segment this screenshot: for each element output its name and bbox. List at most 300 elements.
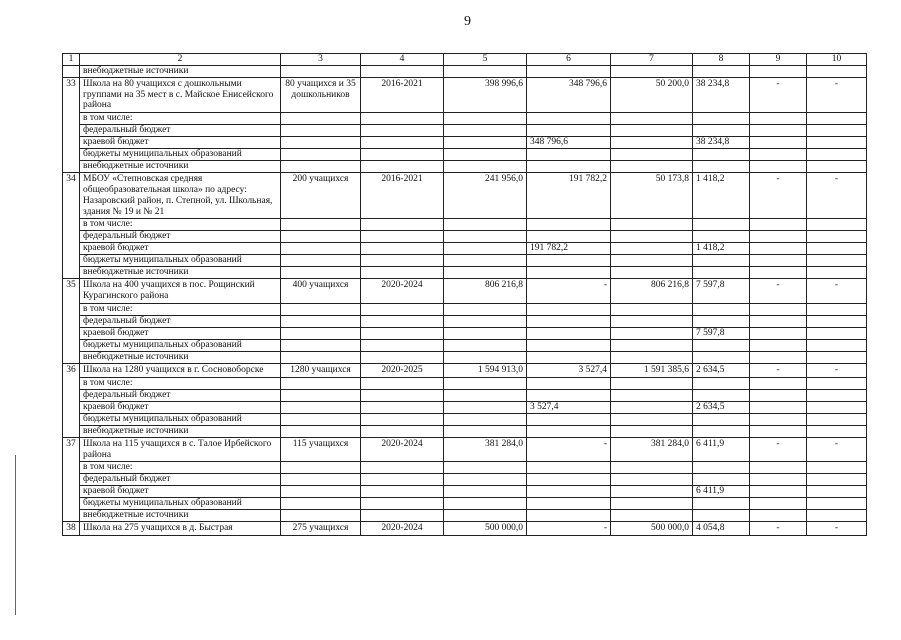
empty-cell <box>444 486 527 498</box>
project-col6: - <box>527 437 611 462</box>
project-capacity: 80 учащихся и 35 дошкольников <box>281 77 361 112</box>
empty-cell <box>807 267 867 279</box>
num-cell <box>63 65 80 77</box>
sub-col8 <box>693 498 750 510</box>
sub-col6 <box>527 161 611 173</box>
sub-col6 <box>527 267 611 279</box>
empty-cell <box>611 231 693 243</box>
header-cell: 8 <box>693 54 750 66</box>
sub-col6 <box>527 231 611 243</box>
empty-cell <box>361 339 444 351</box>
sub-col8 <box>693 315 750 327</box>
sub-col6 <box>527 125 611 137</box>
empty-cell <box>611 113 693 125</box>
project-col9: - <box>750 363 807 377</box>
sub-col8: 38 234,8 <box>693 137 750 149</box>
funding-sub-row <box>63 377 867 389</box>
empty-cell <box>807 125 867 137</box>
project-col7: 50 200,0 <box>611 77 693 112</box>
funding-sub-row <box>63 474 867 486</box>
project-name: Школа на 400 учащихся в пос. Рощинский Курагинского района <box>80 279 281 304</box>
sub-label: федеральный бюджет <box>80 315 281 327</box>
empty-cell <box>444 65 527 77</box>
empty-cell <box>444 425 527 437</box>
funding-sub-row <box>63 462 867 474</box>
project-number: 37 <box>63 437 80 522</box>
empty-cell <box>361 327 444 339</box>
empty-cell <box>361 486 444 498</box>
project-col10: - <box>807 279 867 304</box>
budget-table <box>62 53 867 536</box>
empty-cell <box>611 137 693 149</box>
empty-cell <box>281 125 361 137</box>
empty-cell <box>750 474 807 486</box>
project-col10: - <box>807 173 867 219</box>
project-period: 2020-2024 <box>361 437 444 462</box>
project-period: 2020-2025 <box>361 363 444 377</box>
empty-cell <box>807 255 867 267</box>
funding-sub-row <box>63 149 867 161</box>
sub-label: в том числе: <box>80 377 281 389</box>
empty-cell <box>807 498 867 510</box>
empty-cell <box>693 65 750 77</box>
empty-cell <box>444 498 527 510</box>
empty-cell <box>361 219 444 231</box>
project-number: 33 <box>63 77 80 172</box>
sub-col6 <box>527 462 611 474</box>
project-col10: - <box>807 437 867 462</box>
empty-cell <box>750 231 807 243</box>
empty-cell <box>281 315 361 327</box>
empty-cell <box>281 498 361 510</box>
project-col10: - <box>807 363 867 377</box>
project-number: 34 <box>63 173 80 279</box>
project-row <box>63 363 867 377</box>
project-number: 38 <box>63 522 80 536</box>
sub-label: в том числе: <box>80 303 281 315</box>
empty-cell <box>611 474 693 486</box>
empty-cell <box>361 413 444 425</box>
sub-label: внебюджетные источники <box>80 425 281 437</box>
sub-label: внебюджетные источники <box>80 267 281 279</box>
empty-cell <box>281 113 361 125</box>
empty-cell <box>281 219 361 231</box>
sub-col8 <box>693 339 750 351</box>
project-col9: - <box>750 77 807 112</box>
sub-col8 <box>693 267 750 279</box>
empty-cell <box>444 510 527 522</box>
sub-col6 <box>527 486 611 498</box>
empty-cell <box>361 389 444 401</box>
empty-cell <box>444 113 527 125</box>
project-name: Школа на 115 учащихся в с. Талое Ирбейского района <box>80 437 281 462</box>
sub-col6: 191 782,2 <box>527 243 611 255</box>
project-col7: 50 173,8 <box>611 173 693 219</box>
project-col7: 381 284,0 <box>611 437 693 462</box>
sub-col8 <box>693 231 750 243</box>
empty-cell <box>361 255 444 267</box>
empty-cell <box>361 425 444 437</box>
empty-cell <box>611 462 693 474</box>
empty-cell <box>807 113 867 125</box>
empty-cell <box>361 303 444 315</box>
empty-cell <box>281 462 361 474</box>
funding-sub-row <box>63 425 867 437</box>
empty-cell <box>807 462 867 474</box>
project-row <box>63 437 867 462</box>
empty-cell <box>361 113 444 125</box>
empty-cell <box>281 474 361 486</box>
empty-cell <box>807 303 867 315</box>
sub-col6 <box>527 219 611 231</box>
funding-sub-row <box>63 267 867 279</box>
project-col6: - <box>527 522 611 536</box>
sub-label: краевой бюджет <box>80 137 281 149</box>
scan-margin-line <box>15 455 16 615</box>
empty-cell <box>281 401 361 413</box>
project-period: 2016-2021 <box>361 77 444 112</box>
sub-col6: 348 796,6 <box>527 137 611 149</box>
sub-label: краевой бюджет <box>80 401 281 413</box>
empty-cell <box>750 339 807 351</box>
sub-col6 <box>527 149 611 161</box>
empty-cell <box>750 327 807 339</box>
empty-cell <box>361 267 444 279</box>
project-row <box>63 77 867 112</box>
funding-sub-row <box>63 219 867 231</box>
empty-cell <box>281 351 361 363</box>
empty-cell <box>444 351 527 363</box>
empty-cell <box>361 401 444 413</box>
sub-col6 <box>527 389 611 401</box>
header-cell: 7 <box>611 54 693 66</box>
project-col8: 1 418,2 <box>693 173 750 219</box>
empty-cell <box>281 486 361 498</box>
project-capacity: 400 учащихся <box>281 279 361 304</box>
empty-cell <box>750 498 807 510</box>
sub-col6: 3 527,4 <box>527 401 611 413</box>
sub-col8 <box>693 377 750 389</box>
empty-cell <box>611 413 693 425</box>
funding-sub-row <box>63 401 867 413</box>
sub-col6 <box>527 303 611 315</box>
project-col8: 6 411,9 <box>693 437 750 462</box>
sub-col8: 1 418,2 <box>693 243 750 255</box>
empty-cell <box>750 377 807 389</box>
empty-cell <box>444 413 527 425</box>
sub-label: в том числе: <box>80 219 281 231</box>
project-period: 2016-2021 <box>361 173 444 219</box>
empty-cell <box>361 498 444 510</box>
sub-label: бюджеты муниципальных образований <box>80 498 281 510</box>
funding-sub-row <box>63 389 867 401</box>
empty-cell <box>281 65 361 77</box>
empty-cell <box>444 219 527 231</box>
sub-col8 <box>693 474 750 486</box>
empty-cell <box>361 161 444 173</box>
project-total-cost: 398 996,6 <box>444 77 527 112</box>
header-cell: 4 <box>361 54 444 66</box>
sub-col8 <box>693 510 750 522</box>
empty-cell <box>281 161 361 173</box>
empty-cell <box>750 462 807 474</box>
empty-cell <box>750 486 807 498</box>
empty-cell <box>750 413 807 425</box>
empty-cell <box>444 267 527 279</box>
sub-col8 <box>693 462 750 474</box>
sub-label: внебюджетные источники <box>80 510 281 522</box>
project-total-cost: 806 216,8 <box>444 279 527 304</box>
project-period: 2020-2024 <box>361 279 444 304</box>
sub-col6 <box>527 113 611 125</box>
empty-cell <box>807 219 867 231</box>
empty-cell <box>281 267 361 279</box>
empty-cell <box>361 351 444 363</box>
sub-label: федеральный бюджет <box>80 231 281 243</box>
header-cell: 1 <box>63 54 80 66</box>
empty-cell <box>750 243 807 255</box>
sub-col8 <box>693 255 750 267</box>
page-number: 9 <box>464 14 471 29</box>
empty-cell <box>750 161 807 173</box>
funding-sub-row <box>63 125 867 137</box>
empty-cell <box>361 65 444 77</box>
empty-cell <box>611 125 693 137</box>
sub-label: бюджеты муниципальных образований <box>80 413 281 425</box>
empty-cell <box>807 327 867 339</box>
empty-cell <box>750 425 807 437</box>
sub-col6 <box>527 377 611 389</box>
sub-label: краевой бюджет <box>80 486 281 498</box>
empty-cell <box>281 510 361 522</box>
sub-col8 <box>693 303 750 315</box>
sub-label: внебюджетные источники <box>80 351 281 363</box>
empty-cell <box>807 65 867 77</box>
funding-sub-row <box>63 498 867 510</box>
funding-sub-row <box>63 413 867 425</box>
empty-cell <box>444 474 527 486</box>
continued-sub-row <box>63 65 867 77</box>
empty-cell <box>750 303 807 315</box>
sub-label: краевой бюджет <box>80 243 281 255</box>
project-capacity: 200 учащихся <box>281 173 361 219</box>
empty-cell <box>444 327 527 339</box>
empty-cell <box>750 255 807 267</box>
sub-label: внебюджетные источники <box>80 65 281 77</box>
empty-cell <box>807 149 867 161</box>
empty-cell <box>750 401 807 413</box>
empty-cell <box>281 339 361 351</box>
funding-sub-row <box>63 137 867 149</box>
project-col7: 1 591 385,6 <box>611 363 693 377</box>
empty-cell <box>807 389 867 401</box>
empty-cell <box>807 401 867 413</box>
empty-cell <box>361 125 444 137</box>
empty-cell <box>611 243 693 255</box>
project-col6: 3 527,4 <box>527 363 611 377</box>
sub-col6 <box>527 339 611 351</box>
project-col8: 7 597,8 <box>693 279 750 304</box>
empty-cell <box>750 65 807 77</box>
header-cell: 2 <box>80 54 281 66</box>
project-col7: 500 000,0 <box>611 522 693 536</box>
project-row <box>63 522 867 536</box>
header-cell: 6 <box>527 54 611 66</box>
sub-col8: 7 597,8 <box>693 327 750 339</box>
empty-cell <box>361 510 444 522</box>
empty-cell <box>444 231 527 243</box>
project-col10: - <box>807 522 867 536</box>
empty-cell <box>281 255 361 267</box>
empty-cell <box>611 351 693 363</box>
empty-cell <box>750 113 807 125</box>
project-capacity: 115 учащихся <box>281 437 361 462</box>
header-cell: 3 <box>281 54 361 66</box>
empty-cell <box>361 377 444 389</box>
sub-col6 <box>527 351 611 363</box>
project-name: Школа на 1280 учащихся в г. Сосновоборске <box>80 363 281 377</box>
project-name: МБОУ «Степновская средняя общеобразовательная школа» по адресу: Назаровский район, п. Степной, ул. Школьная, здания № 19 и № 21 <box>80 173 281 219</box>
sub-col6 <box>527 315 611 327</box>
sub-col8: 6 411,9 <box>693 486 750 498</box>
empty-cell <box>611 486 693 498</box>
empty-cell <box>807 351 867 363</box>
sub-col8 <box>693 149 750 161</box>
empty-cell <box>611 377 693 389</box>
empty-cell <box>750 149 807 161</box>
empty-cell <box>361 315 444 327</box>
project-period: 2020-2024 <box>361 522 444 536</box>
empty-cell <box>444 137 527 149</box>
sub-col6 <box>527 510 611 522</box>
project-name: Школа на 80 учащихся с дошкольными группами на 35 мест в с. Майское Енисейского района <box>80 77 281 112</box>
sub-col8 <box>693 351 750 363</box>
project-col8: 38 234,8 <box>693 77 750 112</box>
sub-col6 <box>527 425 611 437</box>
empty-cell <box>527 65 611 77</box>
empty-cell <box>611 401 693 413</box>
empty-cell <box>611 510 693 522</box>
empty-cell <box>444 377 527 389</box>
empty-cell <box>611 255 693 267</box>
funding-sub-row <box>63 113 867 125</box>
funding-sub-row <box>63 303 867 315</box>
sub-label: в том числе: <box>80 113 281 125</box>
project-col9: - <box>750 522 807 536</box>
project-number: 35 <box>63 279 80 364</box>
empty-cell <box>750 510 807 522</box>
sub-label: бюджеты муниципальных образований <box>80 149 281 161</box>
sub-label: внебюджетные источники <box>80 161 281 173</box>
sub-label: в том числе: <box>80 462 281 474</box>
empty-cell <box>807 474 867 486</box>
empty-cell <box>611 219 693 231</box>
project-name: Школа на 275 учащихся в д. Быстрая <box>80 522 281 536</box>
empty-cell <box>281 377 361 389</box>
header-cell: 10 <box>807 54 867 66</box>
empty-cell <box>611 498 693 510</box>
project-total-cost: 241 956,0 <box>444 173 527 219</box>
sub-col8 <box>693 413 750 425</box>
empty-cell <box>281 425 361 437</box>
empty-cell <box>750 267 807 279</box>
empty-cell <box>281 413 361 425</box>
project-number: 36 <box>63 363 80 437</box>
empty-cell <box>807 339 867 351</box>
empty-cell <box>281 149 361 161</box>
sub-col6 <box>527 498 611 510</box>
project-total-cost: 500 000,0 <box>444 522 527 536</box>
funding-sub-row <box>63 486 867 498</box>
project-capacity: 1280 учащихся <box>281 363 361 377</box>
empty-cell <box>807 510 867 522</box>
empty-cell <box>611 267 693 279</box>
funding-sub-row <box>63 339 867 351</box>
header-row <box>63 54 867 66</box>
empty-cell <box>361 462 444 474</box>
project-row <box>63 173 867 219</box>
header-cell: 5 <box>444 54 527 66</box>
empty-cell <box>361 231 444 243</box>
project-col6: 191 782,2 <box>527 173 611 219</box>
funding-sub-row <box>63 510 867 522</box>
empty-cell <box>611 389 693 401</box>
empty-cell <box>807 315 867 327</box>
empty-cell <box>444 462 527 474</box>
empty-cell <box>807 413 867 425</box>
sub-label: федеральный бюджет <box>80 474 281 486</box>
empty-cell <box>611 315 693 327</box>
sub-label: бюджеты муниципальных образований <box>80 255 281 267</box>
empty-cell <box>750 125 807 137</box>
empty-cell <box>281 327 361 339</box>
project-row <box>63 279 867 304</box>
empty-cell <box>611 327 693 339</box>
sub-label: краевой бюджет <box>80 327 281 339</box>
empty-cell <box>750 137 807 149</box>
empty-cell <box>361 149 444 161</box>
sub-col8: 2 634,5 <box>693 401 750 413</box>
funding-sub-row <box>63 351 867 363</box>
project-col9: - <box>750 173 807 219</box>
empty-cell <box>361 137 444 149</box>
sub-col6 <box>527 413 611 425</box>
project-col7: 806 216,8 <box>611 279 693 304</box>
sub-label: бюджеты муниципальных образований <box>80 339 281 351</box>
empty-cell <box>444 339 527 351</box>
project-total-cost: 1 594 913,0 <box>444 363 527 377</box>
sub-col6 <box>527 255 611 267</box>
empty-cell <box>444 389 527 401</box>
header-cell: 9 <box>750 54 807 66</box>
empty-cell <box>281 389 361 401</box>
project-col8: 4 054,8 <box>693 522 750 536</box>
empty-cell <box>611 65 693 77</box>
empty-cell <box>361 474 444 486</box>
empty-cell <box>444 149 527 161</box>
empty-cell <box>361 243 444 255</box>
empty-cell <box>444 125 527 137</box>
project-capacity: 275 учащихся <box>281 522 361 536</box>
empty-cell <box>444 243 527 255</box>
empty-cell <box>444 303 527 315</box>
sub-label: федеральный бюджет <box>80 389 281 401</box>
sub-col8 <box>693 125 750 137</box>
sub-col6 <box>527 474 611 486</box>
funding-sub-row <box>63 315 867 327</box>
empty-cell <box>807 425 867 437</box>
sub-col8 <box>693 389 750 401</box>
